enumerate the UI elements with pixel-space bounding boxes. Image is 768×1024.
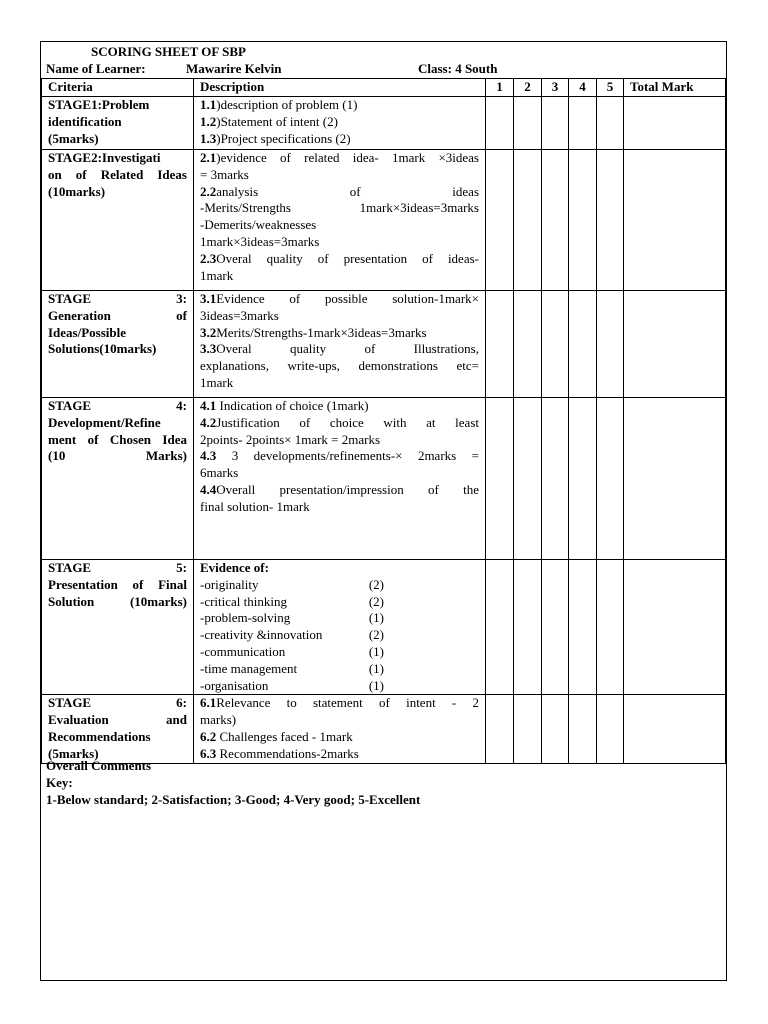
criteria-line: Development/Refine — [48, 414, 161, 430]
description-line — [200, 114, 479, 131]
item-number: 1.2 — [200, 113, 217, 129]
description-line — [200, 308, 479, 325]
score-1-cell[interactable] — [486, 398, 514, 560]
item-number: 3.1 — [200, 291, 217, 306]
item-number: 4.1 — [200, 398, 217, 413]
score-1-cell[interactable] — [486, 560, 514, 695]
item-number: 1.3 — [200, 130, 217, 146]
item-text: Overall presentation/impression of the — [216, 481, 479, 497]
item-text: -Merits/Strengths 1mark×3ideas=3marks — [200, 200, 479, 216]
item-number: 4.3 — [200, 448, 217, 464]
item-text: 1mark×3ideas=3marks — [200, 233, 320, 249]
score-4-cell[interactable] — [569, 150, 597, 291]
description-line — [200, 482, 479, 499]
score-2-cell[interactable] — [514, 560, 542, 695]
stage-description — [194, 150, 486, 291]
description-line — [200, 398, 479, 415]
description-line — [200, 217, 479, 234]
item-text: Relevance to statement of intent - 2 — [216, 695, 479, 711]
learner-name: Mawarire Kelvin — [186, 61, 282, 76]
score-4-cell[interactable] — [569, 695, 597, 763]
description-line — [200, 712, 479, 729]
score-3-header: 3 — [542, 79, 569, 97]
description-line — [200, 291, 479, 308]
item-text: Overal quality of presentation of ideas- — [216, 250, 479, 266]
item-text: final solution- 1mark — [200, 498, 310, 514]
score-3-cell[interactable] — [542, 695, 569, 763]
score-4-cell[interactable] — [569, 291, 597, 398]
description-line — [200, 448, 479, 465]
criteria-line: ment of Chosen Idea — [48, 431, 187, 447]
description-line — [200, 184, 479, 201]
score-5-cell[interactable] — [597, 97, 624, 150]
evidence-points: (2) — [368, 576, 384, 592]
score-5-cell[interactable] — [597, 291, 624, 398]
score-1-header: 1 — [486, 79, 514, 97]
evidence-item — [200, 610, 384, 627]
learner-label: Name of Learner: — [46, 61, 146, 76]
item-text: )Statement of intent (2) — [216, 113, 338, 129]
total-mark-cell[interactable] — [624, 291, 726, 398]
item-number: 4.2 — [200, 414, 217, 430]
total-mark-cell[interactable] — [624, 560, 726, 695]
score-3-cell[interactable] — [542, 97, 569, 150]
score-4-cell[interactable] — [569, 560, 597, 695]
evidence-item — [200, 678, 384, 695]
description-line — [200, 465, 479, 482]
stage-description — [194, 97, 486, 150]
item-text: 3ideas=3marks — [200, 307, 279, 323]
item-number: 2.1 — [200, 150, 217, 165]
criteria-line: Recommendations — [48, 728, 151, 744]
description-line — [200, 234, 479, 251]
score-3-cell[interactable] — [542, 398, 569, 560]
criteria-line: Solution (10marks) — [48, 593, 187, 609]
evidence-label: -creativity &innovation — [200, 627, 323, 643]
item-text: = 3marks — [200, 166, 249, 182]
key-label: Key: — [46, 775, 73, 790]
description-line — [200, 167, 479, 184]
item-text: analysis of ideas — [216, 183, 479, 199]
item-text: 2points- 2points× 1mark = 2marks — [200, 431, 381, 447]
stage-row — [42, 150, 726, 291]
item-text: Challenges faced - 1mark — [216, 728, 353, 744]
score-5-cell[interactable] — [597, 560, 624, 695]
item-text: Indication of choice (1mark) — [216, 398, 369, 413]
stage-criteria — [42, 695, 194, 763]
criteria-line: STAGE 3: — [48, 291, 187, 306]
criteria-header: Criteria — [42, 79, 194, 97]
overall-comments-label: Overall Comments — [46, 758, 152, 773]
description-header: Description — [194, 79, 486, 97]
criteria-line: (5marks) — [48, 130, 99, 146]
score-3-cell[interactable] — [542, 560, 569, 695]
criteria-line: Ideas/Possible — [48, 324, 127, 340]
evidence-item — [200, 594, 384, 611]
evidence-item — [200, 627, 384, 644]
criteria-line: (10 Marks) — [48, 448, 187, 464]
evidence-points: (1) — [368, 610, 384, 626]
description-line — [200, 251, 479, 268]
score-3-cell[interactable] — [542, 150, 569, 291]
score-2-cell[interactable] — [514, 150, 542, 291]
stage-description — [194, 398, 486, 560]
criteria-line: (5marks) — [48, 745, 99, 761]
score-1-cell[interactable] — [486, 97, 514, 150]
criteria-line: Generation of — [48, 307, 187, 323]
total-mark-cell[interactable] — [624, 695, 726, 763]
score-1-cell[interactable] — [486, 150, 514, 291]
score-1-cell[interactable] — [486, 291, 514, 398]
criteria-line: STAGE 4: — [48, 398, 187, 413]
evidence-label: -originality — [200, 576, 259, 592]
item-number: 1.1 — [200, 97, 217, 112]
evidence-label: -communication — [200, 643, 286, 659]
stage-row — [42, 291, 726, 398]
total-mark-cell[interactable] — [624, 398, 726, 560]
evidence-points: (1) — [368, 660, 384, 676]
item-text: 3 developments/refinements-× 2marks = — [216, 448, 479, 464]
stage-criteria — [42, 560, 194, 695]
evidence-item — [200, 577, 384, 594]
criteria-line: STAGE1:Problem — [48, 97, 150, 112]
class-label: Class: 4 South — [418, 61, 498, 76]
criteria-line: (10marks) — [48, 183, 106, 199]
stage-criteria — [42, 150, 194, 291]
stage-criteria — [42, 97, 194, 150]
stage-description — [194, 560, 486, 695]
item-text: 6marks — [200, 465, 239, 481]
score-2-cell[interactable] — [514, 398, 542, 560]
score-5-cell[interactable] — [597, 150, 624, 291]
score-5-cell[interactable] — [597, 695, 624, 763]
criteria-line: on of Related Ideas — [48, 166, 187, 182]
description-line — [200, 358, 479, 375]
table-header-row — [42, 79, 726, 97]
description-line — [200, 325, 479, 342]
score-2-cell[interactable] — [514, 97, 542, 150]
item-number: 3.2 — [200, 324, 217, 340]
description-line — [200, 375, 479, 392]
item-text: 1mark — [200, 267, 234, 283]
description-line — [200, 150, 479, 167]
stage-row — [42, 398, 726, 560]
description-line — [200, 341, 479, 358]
item-number: 2.3 — [200, 250, 217, 266]
item-text: explanations, write-ups, demonstrations etc= — [200, 358, 479, 374]
item-text: Justification of choice with at least — [216, 414, 479, 430]
description-line — [200, 432, 479, 449]
evidence-points: (2) — [368, 627, 384, 643]
item-text: Recommendations-2marks — [216, 745, 359, 761]
criteria-line: STAGE2:Investigati — [48, 150, 161, 165]
criteria-line: STAGE 5: — [48, 560, 187, 575]
key-text: 1-Below standard; 2-Satisfaction; 3-Good; 4-Very good; 5-Excellent — [46, 792, 421, 807]
criteria-line: Evaluation and — [48, 712, 187, 728]
score-4-cell[interactable] — [569, 398, 597, 560]
stage-criteria — [42, 398, 194, 560]
evidence-points: (2) — [368, 593, 384, 609]
evidence-points: (1) — [368, 677, 384, 693]
evidence-label: -problem-solving — [200, 610, 291, 626]
description-line — [200, 268, 479, 285]
score-5-cell[interactable] — [597, 398, 624, 560]
item-number: 3.3 — [200, 341, 217, 357]
item-number: 6.3 — [200, 745, 217, 761]
total-mark-cell[interactable] — [624, 97, 726, 150]
item-number: 4.4 — [200, 481, 217, 497]
evidence-points: (1) — [368, 643, 384, 659]
scoring-sheet-page — [40, 41, 727, 981]
item-text: )description of problem (1) — [216, 97, 358, 112]
item-text: )Project specifications (2) — [216, 130, 351, 146]
description-line — [200, 499, 479, 516]
item-text: )evidence of related idea- 1mark ×3ideas — [216, 150, 479, 165]
description-line — [200, 695, 479, 712]
stage-row — [42, 560, 726, 695]
scoring-table — [41, 78, 726, 764]
criteria-line: identification — [48, 113, 122, 129]
description-line — [200, 415, 479, 432]
score-4-header: 4 — [569, 79, 597, 97]
item-text: Evidence of possible solution-1mark× — [216, 291, 479, 306]
criteria-line: Solutions(10marks) — [48, 341, 157, 357]
criteria-line: STAGE 6: — [48, 695, 187, 711]
description-line — [200, 200, 479, 217]
item-text: Overal quality of Illustrations, — [216, 341, 479, 357]
item-number: 2.2 — [200, 183, 217, 199]
item-text: marks) — [200, 712, 237, 728]
evidence-item — [200, 644, 384, 661]
score-2-header: 2 — [514, 79, 542, 97]
description-line — [200, 131, 479, 148]
item-number: 6.2 — [200, 728, 217, 744]
stage-criteria — [42, 291, 194, 398]
item-text: -Demerits/weaknesses — [200, 217, 317, 233]
description-line — [200, 746, 479, 763]
item-number: 6.1 — [200, 695, 217, 711]
score-1-cell[interactable] — [486, 695, 514, 763]
evidence-label: -time management — [200, 660, 298, 676]
score-2-cell[interactable] — [514, 291, 542, 398]
score-5-header: 5 — [597, 79, 624, 97]
stage-description — [194, 291, 486, 398]
evidence-label: -critical thinking — [200, 593, 288, 609]
evidence-item — [200, 661, 384, 678]
score-2-cell[interactable] — [514, 695, 542, 763]
item-text: 1mark — [200, 374, 234, 390]
sheet-title: SCORING SHEET OF SBP — [91, 44, 246, 59]
stage-row — [42, 97, 726, 150]
evidence-title: Evidence of: — [200, 560, 269, 575]
item-text: Merits/Strengths-1mark×3ideas=3marks — [216, 324, 427, 340]
evidence-label: -organisation — [200, 677, 269, 693]
score-3-cell[interactable] — [542, 291, 569, 398]
total-mark-header: Total Mark — [624, 79, 726, 97]
description-line — [200, 729, 479, 746]
description-line — [200, 97, 479, 114]
criteria-line: Presentation of Final — [48, 576, 187, 592]
score-4-cell[interactable] — [569, 97, 597, 150]
stage-row — [42, 695, 726, 763]
stage-description — [194, 695, 486, 763]
total-mark-cell[interactable] — [624, 150, 726, 291]
